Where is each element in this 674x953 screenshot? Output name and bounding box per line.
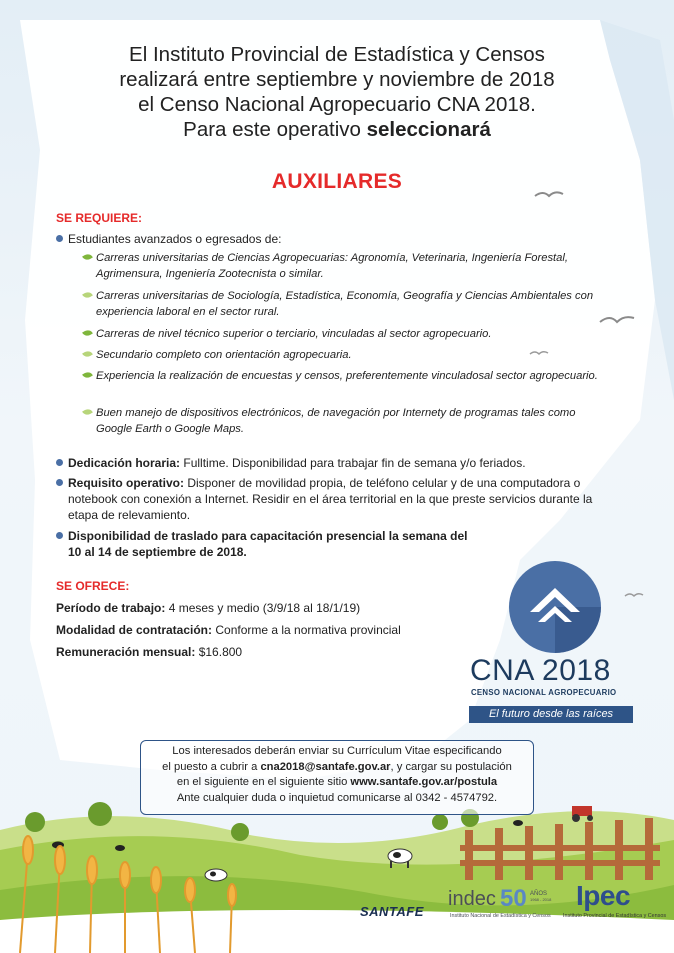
sub-item-1-text: Carreras universitarias de Ciencias Agropecuarias: Agronomía, Veterinaria, Ingeniería Forestal, Agrimensura, Ingeniería Zootecnista o similar. <box>96 252 568 280</box>
cow-icon <box>513 820 523 826</box>
contact-line-1: Los interesados deberán enviar su Currículum Vitae especificando <box>172 745 502 757</box>
indec-anos-label <box>530 891 551 903</box>
indec-50-years-logo: 50 <box>500 885 527 912</box>
offer-modalidad <box>56 623 401 637</box>
offer-remuneracion <box>56 645 242 659</box>
contact-email-link[interactable]: cna2018@santafe.gov.ar <box>260 760 391 773</box>
bullet-icon <box>56 235 63 242</box>
indec-years-text: 1968 - 2018 <box>530 897 552 902</box>
disponibilidad-text: Disponibilidad de traslado para capacitación presencial la semana del 10 al 14 de septiembre de 2018. <box>68 529 468 559</box>
ipec-logo: Ipec <box>576 880 631 911</box>
contact-line-4: Ante cualquier duda o inquietud comunicarse al 0342 - 4574792. <box>176 791 498 804</box>
contact-line-3-prefix: en el siguiente en el siguiente sitio <box>176 776 351 788</box>
contact-info-box <box>140 740 534 815</box>
header-line-4-bold: seleccionará <box>366 118 491 141</box>
requisito-label: Requisito operativo: <box>68 476 185 490</box>
modalidad-text: Conforme a la normativa provincial <box>212 623 401 637</box>
dedicacion-label: Dedicación horaria: <box>68 456 181 470</box>
sub-item-1 <box>96 251 601 282</box>
requirement-operativo <box>56 475 596 523</box>
ipec-subtitle: Instituto Provincial de Estadística y Censos <box>563 913 667 919</box>
periodo-text: 4 meses y medio (3/9/18 al 18/1/19) <box>165 601 361 615</box>
offer-title: SE OFRECE: <box>56 579 130 593</box>
dedicacion-text: Fulltime. Disponibilidad para trabajar fin de semana y/o feriados. <box>180 456 526 470</box>
postula-url-link[interactable]: www.santafe.gov.ar/postula <box>350 776 498 788</box>
announcement-header <box>60 42 614 142</box>
sub-item-3-text: Carreras de nivel técnico superior o terciario, vinculadas al sector agropecuario. <box>96 328 492 340</box>
sub-item-6-text: Buen manejo de dispositivos electrónicos, de navegación por Internety de programas tales como Google Earth o Google Maps. <box>96 407 576 435</box>
requirement-studies-text: Estudiantes avanzados o egresados de: <box>68 232 282 246</box>
bullet-icon <box>56 532 63 539</box>
sub-item-3 <box>96 327 601 343</box>
header-line-3: el Censo Nacional Agropecuario CNA 2018. <box>138 93 536 116</box>
header-line-1: El Instituto Provincial de Estadística y Censos <box>129 43 545 66</box>
header-line-4-prefix: Para este operativo <box>183 118 367 141</box>
bullet-icon <box>56 479 63 486</box>
periodo-label: Período de trabajo: <box>56 601 166 615</box>
header-line-2: realizará entre septiembre y noviembre de 2018 <box>119 68 555 91</box>
cna-logo-title: CNA 2018 <box>470 654 611 687</box>
sub-item-4 <box>96 348 601 364</box>
requirements-title: SE REQUIERE: <box>56 211 143 225</box>
remuneracion-label: Remuneración mensual: <box>56 645 196 659</box>
indec-anos-text: AÑOS <box>530 891 548 897</box>
requirement-dedicacion <box>56 455 596 471</box>
bird-icon <box>625 594 643 596</box>
indec-subtitle: Instituto Nacional de Estadística y Censos <box>450 913 551 919</box>
cow-icon <box>205 869 227 881</box>
sub-item-5 <box>96 369 601 385</box>
sub-item-4-text: Secundario completo con orientación agropecuaria. <box>96 349 352 361</box>
indec-logo: indec <box>448 888 496 910</box>
cow-icon <box>115 845 125 851</box>
contact-line-2-prefix: el puesto a cubrir a <box>162 760 261 773</box>
sub-item-6 <box>96 406 601 437</box>
offer-periodo <box>56 601 360 615</box>
role-title: AUXILIARES <box>271 170 403 193</box>
requisito-text: Disponer de movilidad propia, de teléfono celular y de una computadora o notebook con conexión a Internet. Residir en el área territorial en la que preste servicios durante la etapa de relevamiento. <box>68 476 593 522</box>
sub-item-2 <box>96 289 601 320</box>
remuneracion-text: $16.800 <box>195 645 243 659</box>
requirement-studies <box>56 231 596 247</box>
sub-item-2-text: Carreras universitarias de Sociología, Estadística, Economía, Geografía y Ciencias Ambientales con experiencia laboral en el sector rural. <box>96 290 594 318</box>
bullet-icon <box>56 459 63 466</box>
sub-item-5-text: Experiencia la realización de encuestas y censos, preferentemente vinculadosal sector agropecuario. <box>96 370 598 382</box>
cna-logo-icon <box>508 560 602 654</box>
santafe-logo: SANTAFE <box>360 904 424 919</box>
header-line-4 <box>60 117 614 142</box>
cna-logo-subtitle: CENSO NACIONAL AGROPECUARIO <box>471 688 617 697</box>
contact-line-2-suffix: , y cargar su postulación <box>390 760 512 773</box>
modalidad-label: Modalidad de contratación: <box>56 623 213 637</box>
cna-logo-slogan: El futuro desde las raíces <box>469 706 633 723</box>
requirement-disponibilidad <box>56 528 476 560</box>
